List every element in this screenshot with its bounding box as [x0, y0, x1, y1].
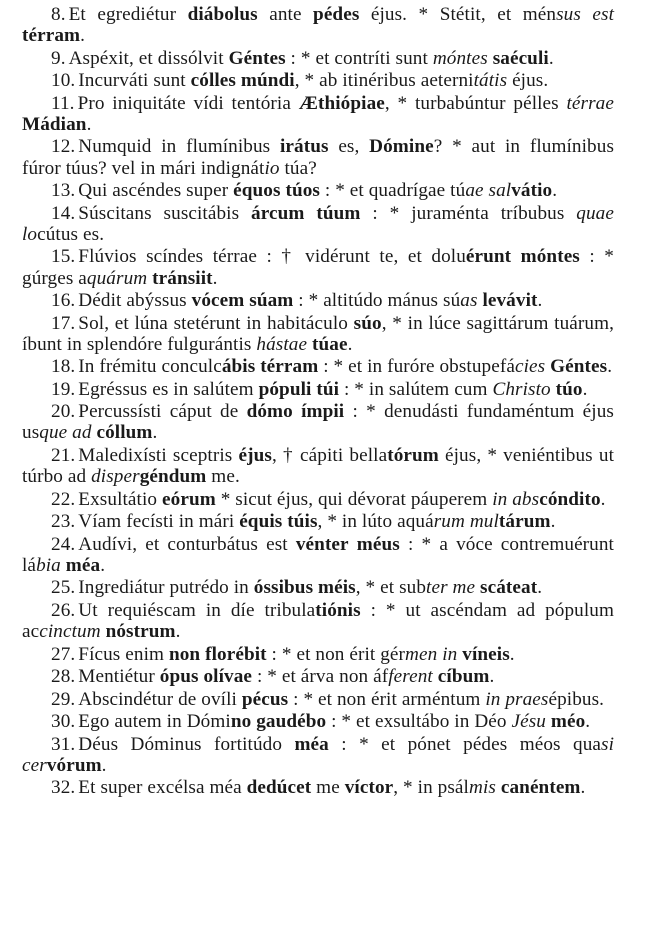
verse-text: ímpii — [301, 401, 345, 423]
verse-text: : * gúrges a — [22, 246, 614, 289]
verse-text: . — [101, 754, 107, 776]
verse-text: pécus — [241, 688, 289, 710]
verse-text: víneis — [462, 643, 510, 665]
verse-number: 15. — [51, 246, 76, 268]
verse-text: méa — [294, 733, 329, 755]
verse — [22, 600, 614, 642]
verse-text: múndi — [240, 70, 295, 92]
verse-text: Dómine — [369, 136, 434, 158]
verse-text: Géntes — [550, 356, 608, 378]
verse — [22, 180, 614, 201]
verse-number: 17. — [51, 312, 76, 334]
verse — [22, 534, 614, 576]
verse — [22, 356, 614, 377]
verse-text: vórum — [46, 754, 102, 776]
verse-text: Et egrediétur — [68, 4, 188, 25]
verse-text: cóndito — [539, 488, 601, 510]
verse-text: vátio — [511, 180, 553, 202]
verse-text: . — [537, 290, 543, 312]
verse-text: , * ab itinéribus aeterni — [294, 70, 474, 92]
verse-text: vénter — [295, 533, 349, 555]
verse-number: 24. — [51, 533, 76, 555]
verse-text: éjus — [238, 444, 272, 466]
verse-text: ópus — [159, 666, 199, 688]
verse-number: 11. — [51, 92, 75, 114]
verse-text: térram — [22, 25, 81, 47]
verse-text: Maledixísti sceptris — [78, 444, 239, 466]
verse — [22, 511, 614, 532]
verse — [22, 4, 614, 46]
verse-text: canéntem — [500, 777, 581, 799]
verse-text: ante — [257, 4, 314, 25]
verse — [22, 48, 614, 69]
verse-number: 22. — [51, 488, 76, 510]
verse — [22, 489, 614, 510]
verse-number: 26. — [51, 599, 76, 621]
verse-text: . — [347, 333, 353, 355]
verse-text: saéculi — [492, 47, 549, 69]
verse-text: ae sal — [465, 180, 512, 202]
verse-text: Æthiópiae — [298, 92, 385, 114]
verse-text: disper — [91, 466, 140, 488]
verse — [22, 777, 614, 798]
verse-text: , † cápiti bella — [271, 444, 388, 466]
verse-number: 30. — [51, 711, 76, 733]
verse-text: olívae — [203, 666, 253, 688]
verse — [22, 93, 614, 135]
verse-text: cútus es. — [37, 223, 105, 245]
verse — [22, 577, 614, 598]
verse-text: móntes — [432, 47, 488, 69]
verse-text: : * et non érit gér — [266, 643, 406, 665]
verse-text: Abscindétur de ovíli — [78, 688, 242, 710]
verse-text: Dédit abýssus — [78, 290, 192, 312]
verse-text: ? * aut in flumínibus fúror túus? vel in mári indignát — [22, 136, 615, 179]
verse-text: Ut requiéscam in díe tribula — [78, 599, 316, 621]
verse-text: Exsultátio — [78, 488, 163, 510]
verse-text: Mádian — [22, 113, 87, 135]
verse-text: túi — [316, 378, 340, 400]
verse-text: ábis — [221, 356, 256, 378]
verse-text: in abs — [492, 488, 540, 510]
verse-text: , * turbabúntur pélles — [384, 92, 567, 114]
verse-text: méo — [550, 711, 586, 733]
verse — [22, 734, 614, 776]
verse-text: quae lo — [22, 202, 614, 245]
verse-text: túo — [555, 378, 583, 400]
verse-text: Déus Dóminus fortitúdo — [78, 733, 295, 755]
verse-text: : * et in furóre obstupefá — [318, 356, 515, 378]
verse-text: In frémitu conculc — [78, 356, 222, 378]
verse-text: sus est — [556, 4, 614, 25]
verse-text: árcum — [251, 202, 305, 224]
verse-number: 32. — [51, 777, 76, 799]
verse-text: óssibus — [253, 577, 314, 599]
verse-text: Pro iniquitáte vídi tentória — [77, 92, 299, 114]
verse-text: méa — [65, 554, 101, 576]
verse-text: . — [537, 577, 543, 599]
verse-text: , * in psál — [393, 777, 469, 799]
verse-text: non — [168, 643, 201, 665]
verse-text: me — [311, 777, 345, 799]
verse — [22, 401, 614, 443]
verse-text: épibus. — [548, 688, 605, 710]
verse-text: tránsiit — [152, 267, 213, 289]
verse-text: Flúvios scíndes térrae : † vidérunt te, et dolu — [78, 246, 466, 268]
verse — [22, 689, 614, 710]
verse-number: 25. — [51, 577, 76, 599]
verse-text: Incurváti sunt — [78, 70, 191, 92]
verse-text: víctor — [344, 777, 394, 799]
verse-text: vócem — [191, 290, 245, 312]
verse — [22, 70, 614, 91]
verse-text: Percussísti cáput de — [78, 401, 247, 423]
verse-text: as — [460, 290, 478, 312]
verse-text: rum mul — [433, 511, 499, 533]
verse-text: cólles — [190, 70, 236, 92]
verse-text: : * et quadrígae tú — [319, 180, 466, 202]
verse — [22, 379, 614, 400]
verse — [22, 246, 614, 288]
verse-text: tiónis — [315, 599, 361, 621]
verse-text: : * juraménta tríbubus — [360, 202, 577, 224]
verse-number: 12. — [51, 136, 76, 158]
verse-number: 16. — [51, 290, 76, 312]
verse-text: Aspéxit, et dissólvit — [68, 47, 229, 69]
verse-text: dómo — [246, 401, 293, 423]
verse-text: . — [585, 711, 591, 733]
verse-text: Jésu — [511, 711, 546, 733]
verse-text: men in — [405, 643, 458, 665]
verse — [22, 711, 614, 732]
verse-text: : * in salútem cum — [339, 378, 493, 400]
verse-text: túum — [316, 202, 361, 224]
verse-text: . — [550, 511, 556, 533]
verse-text: : * et non érit arméntum — [288, 688, 486, 710]
verse-text: . — [212, 267, 218, 289]
verse-text: túae — [312, 333, 348, 355]
verse-number: 20. — [51, 401, 76, 423]
verse-text: . — [489, 666, 495, 688]
verse-text: : * altitúdo mánus sú — [293, 290, 461, 312]
verse-text: . — [86, 113, 92, 135]
verse-text: me. — [206, 466, 240, 488]
verse-text: Sol, et lúna stetérunt in habitáculo — [78, 312, 354, 334]
verse-text: diábolus — [187, 4, 258, 25]
verse-text: súam — [249, 290, 294, 312]
verse-text: Víam fecísti in mári — [78, 511, 240, 533]
verse-text: Ingrediátur putrédo in — [78, 577, 254, 599]
verse-text: cóllum — [96, 422, 153, 444]
verse-text: túos — [285, 180, 320, 202]
verse-text: cíbum — [437, 666, 490, 688]
verse-number: 21. — [51, 444, 76, 466]
verse-text: . — [80, 25, 86, 47]
verse-text: térrae — [566, 92, 614, 114]
verse-text: géndum — [139, 466, 207, 488]
verse-text: * sicut éjus, qui dévorat páuperem — [215, 488, 493, 510]
verse-number: 19. — [51, 378, 76, 400]
verse-text: Fícus enim — [78, 643, 169, 665]
verse-number: 8. — [51, 4, 66, 25]
verse-text: térram — [260, 356, 319, 378]
verse-text: . — [607, 356, 613, 378]
verse — [22, 666, 614, 687]
verse-text: nóstrum — [105, 621, 176, 643]
verse-text: . — [600, 488, 606, 510]
verse-text: túis — [287, 511, 318, 533]
verse-text: , * in lúce sagittárum tuárum, íbunt in splendóre fulgurántis — [22, 312, 614, 355]
verse-text: . — [100, 554, 106, 576]
verse-text: . — [552, 180, 558, 202]
verse-text: cies — [514, 356, 546, 378]
verse-text: équis — [239, 511, 283, 533]
verse-text: . — [580, 777, 586, 799]
verse-text: pópuli — [258, 378, 312, 400]
verse-text: méis — [318, 577, 356, 599]
verse-text: Géntes — [228, 47, 286, 69]
verse-text: Christo — [492, 378, 551, 400]
verse-text: tórum — [387, 444, 439, 466]
verse-text: Qui ascéndes super — [78, 180, 234, 202]
verse-text: , * et sub — [355, 577, 427, 599]
verse-text — [511, 246, 521, 267]
verse-text: bia — [36, 554, 61, 576]
verse-text: mis — [468, 777, 496, 799]
verse-text: cinctum — [39, 621, 101, 643]
verse-text: Ego autem in Dómi — [78, 711, 231, 733]
verse-text: Egréssus es in salútem — [78, 378, 259, 400]
verse-text: ferent — [388, 666, 433, 688]
verse-text: , * in lúto aquá — [317, 511, 434, 533]
verse-number: 23. — [51, 511, 76, 533]
verse-text: équos — [233, 180, 281, 202]
verse-text: túa? — [279, 157, 317, 179]
verse-text: pédes — [313, 4, 360, 25]
verse-text: in praes — [485, 688, 549, 710]
verse-text: hástae — [256, 333, 308, 355]
verse-text: Numquid in flumínibus — [78, 136, 280, 158]
verse — [22, 445, 614, 487]
verse-text: . — [509, 643, 515, 665]
verse-text: : * et árva non áf — [252, 666, 389, 688]
verse-list — [22, 4, 614, 798]
verse-text: móntes — [520, 246, 580, 268]
verse-text: irátus — [280, 136, 329, 158]
verse-text: levávit — [482, 290, 538, 312]
verse — [22, 313, 614, 355]
verse-text: : * denudásti fundaméntum éjus us — [22, 401, 614, 444]
verse-number: 14. — [51, 202, 76, 224]
verse-text: érunt — [465, 246, 512, 268]
verse-text: : * et pónet pédes méos qua — [328, 733, 602, 755]
verse-number: 9. — [51, 47, 66, 69]
verse-text: Audívi, et conturbátus est — [78, 533, 296, 555]
verse-text: es, — [328, 136, 370, 158]
verse-text: . — [548, 47, 554, 69]
verse-text — [293, 401, 301, 422]
verse-text: gaudébo — [256, 711, 327, 733]
verse-text: scáteat — [480, 577, 538, 599]
verse — [22, 203, 614, 245]
verse-text: si cer — [22, 733, 615, 776]
verse-text: éjus, * veniéntibus ut túrbo ad — [22, 444, 615, 488]
verse-number: 29. — [51, 688, 76, 710]
verse-text: que ad — [39, 422, 92, 444]
verse-text: Mentiétur — [78, 666, 160, 688]
verse-number: 13. — [51, 180, 76, 202]
verse-text: . — [175, 621, 181, 643]
verse-text: ter me — [426, 577, 476, 599]
verse-number: 28. — [51, 666, 76, 688]
verse-text: eórum — [162, 488, 216, 510]
verse-text: . — [582, 378, 588, 400]
verse-text: : * ut ascéndam ad pópulum ac — [22, 599, 614, 643]
verse-number: 10. — [51, 70, 76, 92]
verse-text: tárum — [498, 511, 551, 533]
verse — [22, 644, 614, 665]
verse-text: tátis — [473, 70, 508, 92]
verse — [22, 290, 614, 311]
verse-text: súo — [353, 312, 382, 334]
verse-number: 27. — [51, 643, 76, 665]
verse-text: Et super excélsa méa — [78, 777, 247, 799]
verse-text: : * a vóce contremuérunt lá — [22, 533, 614, 576]
verse-text: . — [152, 422, 158, 444]
verse-text: no — [230, 711, 252, 733]
verse-text: dedúcet — [246, 777, 312, 799]
verse — [22, 136, 614, 178]
verse-text — [349, 534, 357, 555]
verse-number: 18. — [51, 356, 76, 378]
verse-text: io — [264, 157, 280, 179]
verse-text — [304, 203, 316, 224]
verse-text: méus — [356, 533, 400, 555]
verse-text: éjus. * Stétit, et mén — [359, 4, 557, 25]
verse-text: Súscitans suscitábis — [78, 202, 252, 224]
verse-number: 31. — [51, 733, 76, 755]
verse-text: florébit — [205, 643, 267, 665]
verse-text: : * et contríti sunt — [285, 47, 433, 69]
verse-text: quárum — [86, 267, 148, 289]
verse-text: éjus. — [507, 70, 549, 92]
verse-text: : * et exsultábo in Déo — [326, 711, 512, 733]
